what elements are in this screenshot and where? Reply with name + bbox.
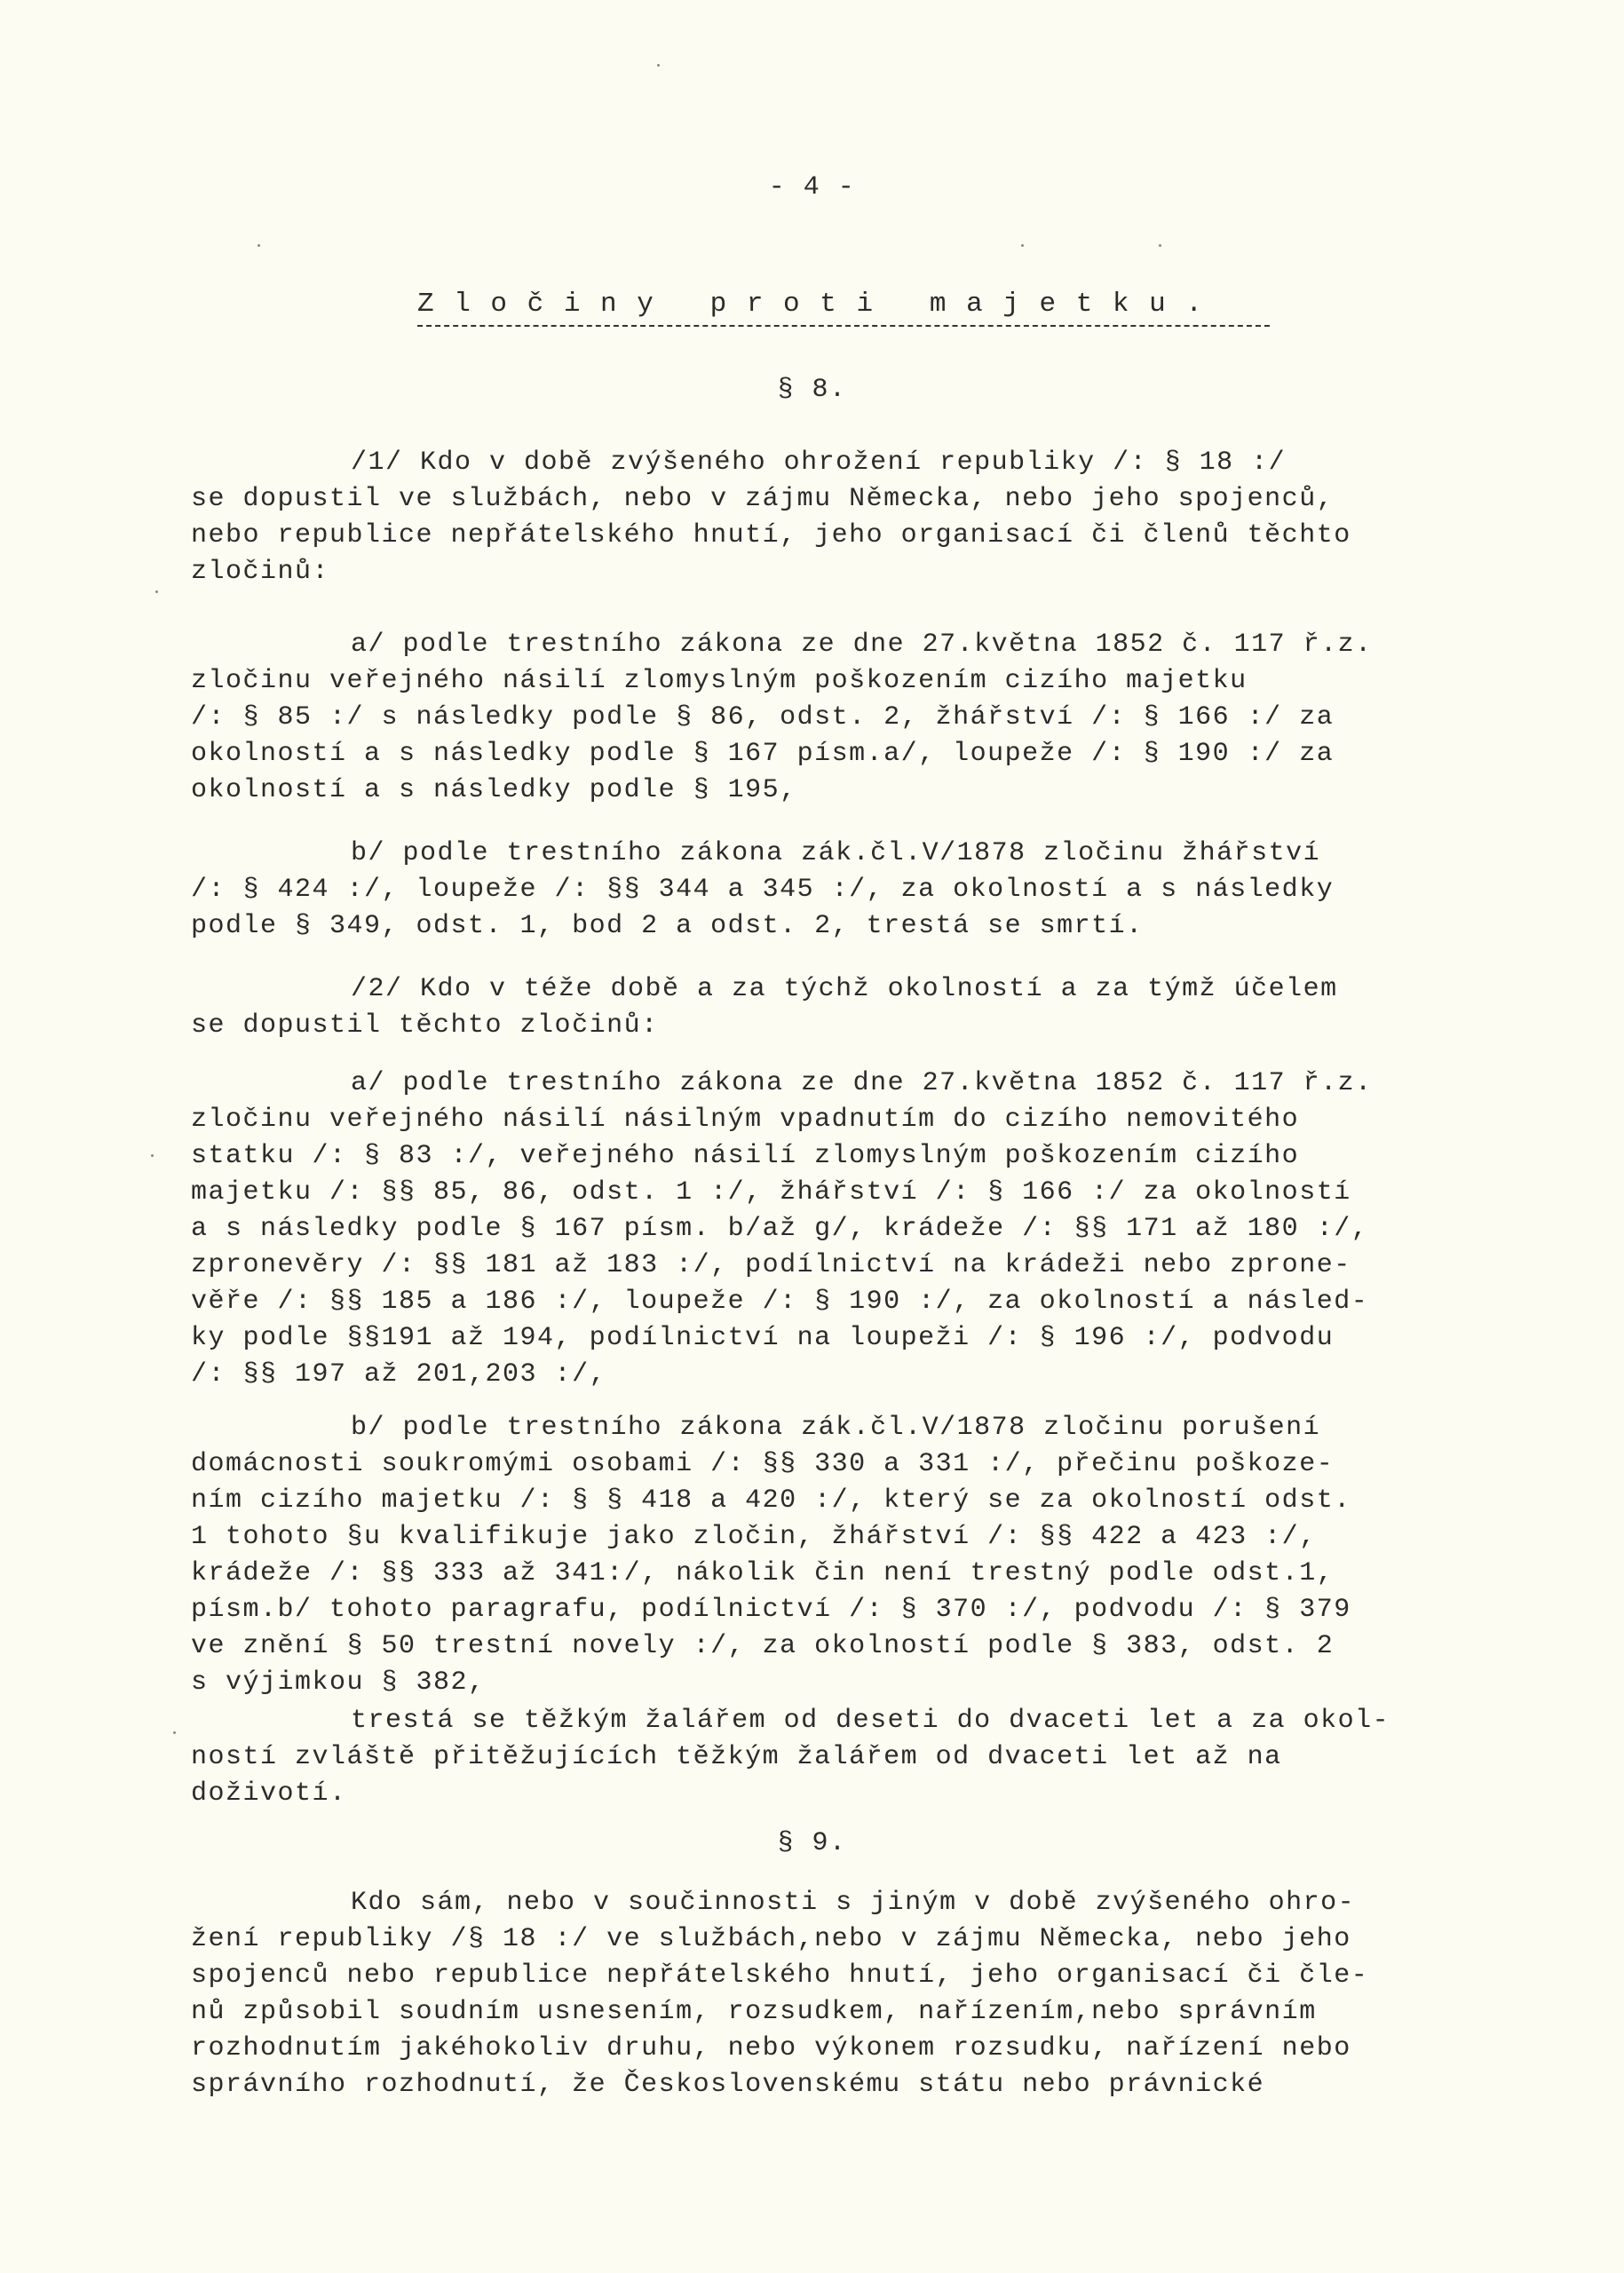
text-line: majetku /: §§ 85, 86, odst. 1 :/, žhářství /: § 166 :/ za okolností bbox=[191, 1177, 1351, 1208]
text-line: spojenců nebo republice nepřátelského hnutí, jeho organisací či čle- bbox=[191, 1960, 1369, 1991]
text-line: /: § 85 :/ s následky podle § 86, odst. 2, žhářství /: § 166 :/ za bbox=[191, 702, 1335, 733]
text-line: ve znění § 50 trestní novely :/, za okolností podle § 383, odst. 2 bbox=[191, 1631, 1335, 1661]
text-line: trestá se těžkým žalářem od deseti do dvaceti let a za okol- bbox=[351, 1706, 1390, 1736]
text-line: zpronevěry /: §§ 181 až 183 :/, podílnictví na krádeži nebo zprone- bbox=[191, 1250, 1351, 1280]
text-line: /: § 424 :/, loupeže /: §§ 344 a 345 :/, za okolností a s následky bbox=[191, 875, 1335, 905]
text-line: a s následky podle § 167 písm. b/až g/, krádeže /: §§ 171 až 180 :/, bbox=[191, 1214, 1369, 1244]
text-line: domácnosti soukromými osobami /: §§ 330 a 331 :/, přečinu poškoze- bbox=[191, 1449, 1335, 1479]
text-line: /2/ Kdo v téže době a za týchž okolností a za týmž účelem bbox=[351, 974, 1338, 1004]
text-line: správního rozhodnutí, že Československému státu nebo právnické bbox=[191, 2070, 1265, 2100]
paper-speck bbox=[173, 1731, 176, 1734]
paper-speck bbox=[1021, 244, 1024, 247]
title-underline bbox=[417, 325, 1270, 327]
paper-speck bbox=[155, 590, 158, 593]
text-line: statku /: § 83 :/, veřejného násilí zlomyslným poškozením cizího bbox=[191, 1141, 1300, 1171]
chapter-title: Z l o č i n y p r o t i m a j e t k u . bbox=[417, 289, 1204, 320]
paper-speck bbox=[657, 64, 660, 67]
text-line: věře /: §§ 185 a 186 :/, loupeže /: § 190 :/, za okolností a násled- bbox=[191, 1287, 1369, 1317]
text-line: krádeže /: §§ 333 až 341:/, nákolik čin není trestný podle odst.1, bbox=[191, 1558, 1335, 1588]
text-line: ky podle §§191 až 194, podílnictví na loupeži /: § 196 :/, podvodu bbox=[191, 1323, 1335, 1353]
paper-speck bbox=[257, 244, 260, 247]
text-line: a/ podle trestního zákona ze dne 27.května 1852 č. 117 ř.z. bbox=[351, 630, 1373, 660]
page-number: - 4 - bbox=[768, 172, 856, 202]
text-line: se dopustil ve službách, nebo v zájmu Německa, nebo jeho spojenců, bbox=[191, 484, 1335, 514]
text-line: /: §§ 197 až 201,203 :/, bbox=[191, 1359, 607, 1390]
paper-speck bbox=[151, 1154, 154, 1157]
text-line: doživotí. bbox=[191, 1778, 347, 1809]
text-line: okolností a s následky podle § 195, bbox=[191, 775, 797, 805]
text-line: 1 tohoto §u kvalifikuje jako zločin, žhářství /: §§ 422 a 423 :/, bbox=[191, 1522, 1317, 1552]
text-line: okolností a s následky podle § 167 písm.a/, loupeže /: § 190 :/ za bbox=[191, 739, 1335, 769]
text-line: zločinu veřejného násilí zlomyslným poškozením cizího majetku bbox=[191, 666, 1248, 696]
text-line: nebo republice nepřátelského hnutí, jeho organisací či členů těchto bbox=[191, 520, 1351, 550]
text-line: podle § 349, odst. 1, bod 2 a odst. 2, trestá se smrtí. bbox=[191, 911, 1144, 941]
text-line: zločinu veřejného násilí násilným vpadnutím do cizího nemovitého bbox=[191, 1105, 1300, 1135]
text-line: žení republiky /§ 18 :/ ve službách,nebo v zájmu Německa, nebo jeho bbox=[191, 1924, 1351, 1954]
text-line: ností zvláště přitěžujících těžkým žalářem od dvaceti let až na bbox=[191, 1742, 1282, 1772]
text-line: nů způsobil soudním usnesením, rozsudkem, nařízením,nebo správním bbox=[191, 1997, 1317, 2027]
text-line: /1/ Kdo v době zvýšeného ohrožení republiky /: § 18 :/ bbox=[351, 447, 1287, 478]
text-line: ním cizího majetku /: § § 418 a 420 :/, který se za okolností odst. bbox=[191, 1485, 1351, 1516]
text-line: b/ podle trestního zákona zák.čl.V/1878 zločinu žhářství bbox=[351, 838, 1321, 868]
text-line: a/ podle trestního zákona ze dne 27.května 1852 č. 117 ř.z. bbox=[351, 1068, 1373, 1098]
text-line: b/ podle trestního zákona zák.čl.V/1878 zločinu porušení bbox=[351, 1413, 1321, 1443]
paper-speck bbox=[1159, 244, 1161, 247]
text-line: rozhodnutím jakéhokoliv druhu, nebo výkonem rozsudku, nařízení nebo bbox=[191, 2033, 1351, 2063]
section-heading-9: § 9. bbox=[777, 1828, 847, 1858]
text-line: Kdo sám, nebo v součinnosti s jiným v době zvýšeného ohro- bbox=[351, 1888, 1356, 1918]
text-line: s výjimkou § 382, bbox=[191, 1667, 486, 1698]
text-line: zločinů: bbox=[191, 557, 330, 587]
text-line: se dopustil těchto zločinů: bbox=[191, 1010, 659, 1041]
section-heading-8: § 8. bbox=[777, 375, 847, 405]
text-line: písm.b/ tohoto paragrafu, podílnictví /: § 370 :/, podvodu /: § 379 bbox=[191, 1595, 1351, 1625]
